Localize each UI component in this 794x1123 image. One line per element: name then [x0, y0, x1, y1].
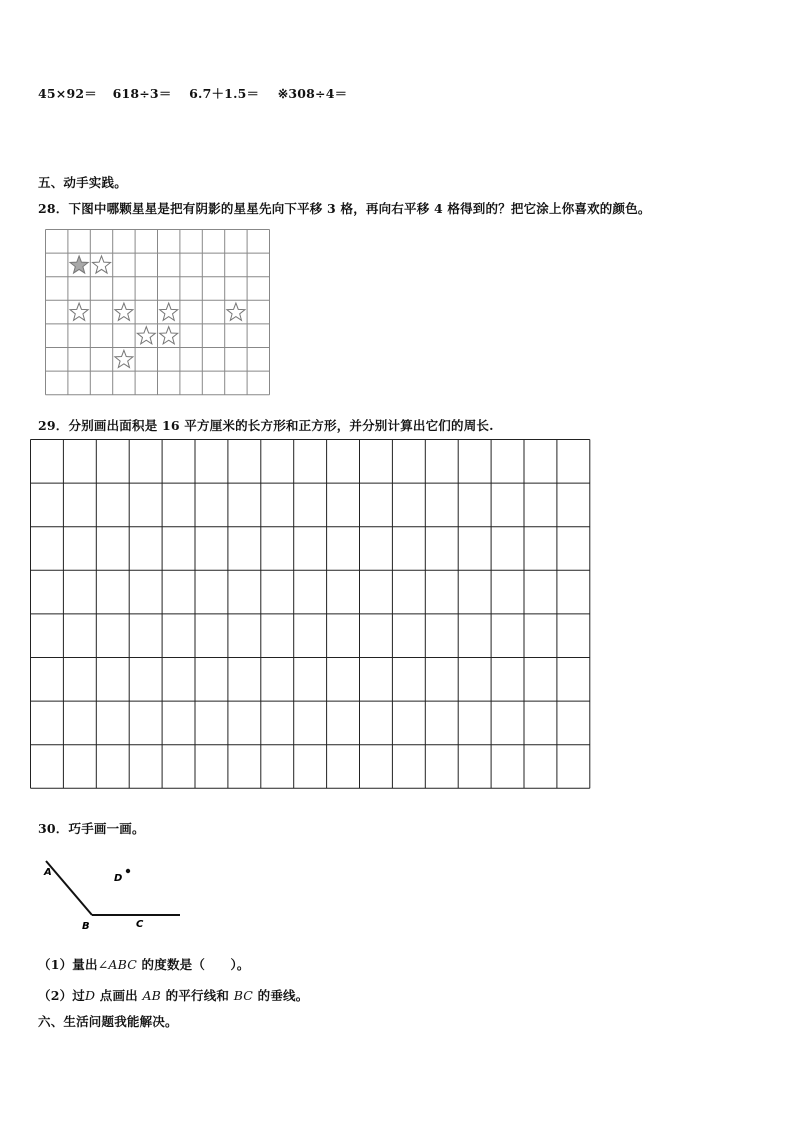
ray-ba: [46, 861, 92, 915]
q28-text: 28．下图中哪颗星星是把有阴影的星星先向下平移 3 格，再向右平移 4 格得到的？把它涂上你喜欢的颜色。: [38, 201, 651, 216]
q30-sub1: [38, 955, 250, 973]
star-icon: [227, 303, 245, 320]
q29-drawing-grid: [30, 439, 592, 789]
q28-star-grid: [45, 229, 271, 399]
label-d: D: [114, 873, 123, 884]
q30-sub1-prefix: （1）量出: [38, 957, 98, 972]
point-d: [126, 869, 130, 873]
star-icon: [137, 327, 155, 344]
section-6-heading: 六、生活问题我能解决。: [38, 1014, 178, 1029]
q30-sub2-mid: 点画出: [95, 988, 143, 1003]
calc-item-4: ※308÷4＝: [277, 86, 348, 101]
q30-text: 30．巧手画一画。: [38, 821, 145, 836]
section-5-heading: 五、动手实践。: [38, 175, 127, 190]
shaded-star-icon: [70, 256, 88, 273]
calc-item-2: 618÷3＝: [112, 86, 172, 101]
q29-text: 29．分别画出面积是 16 平方厘米的长方形和正方形，并分别计算出它们的周长.: [38, 418, 494, 433]
star-icon: [70, 303, 88, 320]
calc-item-1: 45×92＝: [38, 86, 97, 101]
q30-angle-figure: [38, 855, 188, 935]
q30-sub2-bc: BC: [233, 988, 254, 1003]
star-icon: [160, 327, 178, 344]
calc-item-3: 6.7＋1.5＝: [189, 86, 260, 101]
q30-sub1-suffix: 的度数是（ ）。: [137, 957, 250, 972]
star-icon: [115, 350, 133, 367]
q30-sub2-mid2: 的平行线和: [161, 988, 234, 1003]
q30-sub2-ab: AB: [142, 988, 162, 1003]
label-b: B: [82, 921, 90, 932]
label-a: A: [44, 867, 52, 878]
star-icon: [92, 256, 110, 273]
q30-sub2-suffix: 的垂线。: [253, 988, 309, 1003]
q30-sub2-point: D: [85, 988, 96, 1003]
label-c: C: [136, 919, 144, 930]
star-icon: [160, 303, 178, 320]
q30-sub2-prefix: （2）过: [38, 988, 85, 1003]
q30-sub1-angle: ∠ABC: [97, 957, 137, 972]
q30-sub2: [38, 986, 308, 1004]
star-icon: [115, 303, 133, 320]
calc-row: [38, 84, 347, 102]
